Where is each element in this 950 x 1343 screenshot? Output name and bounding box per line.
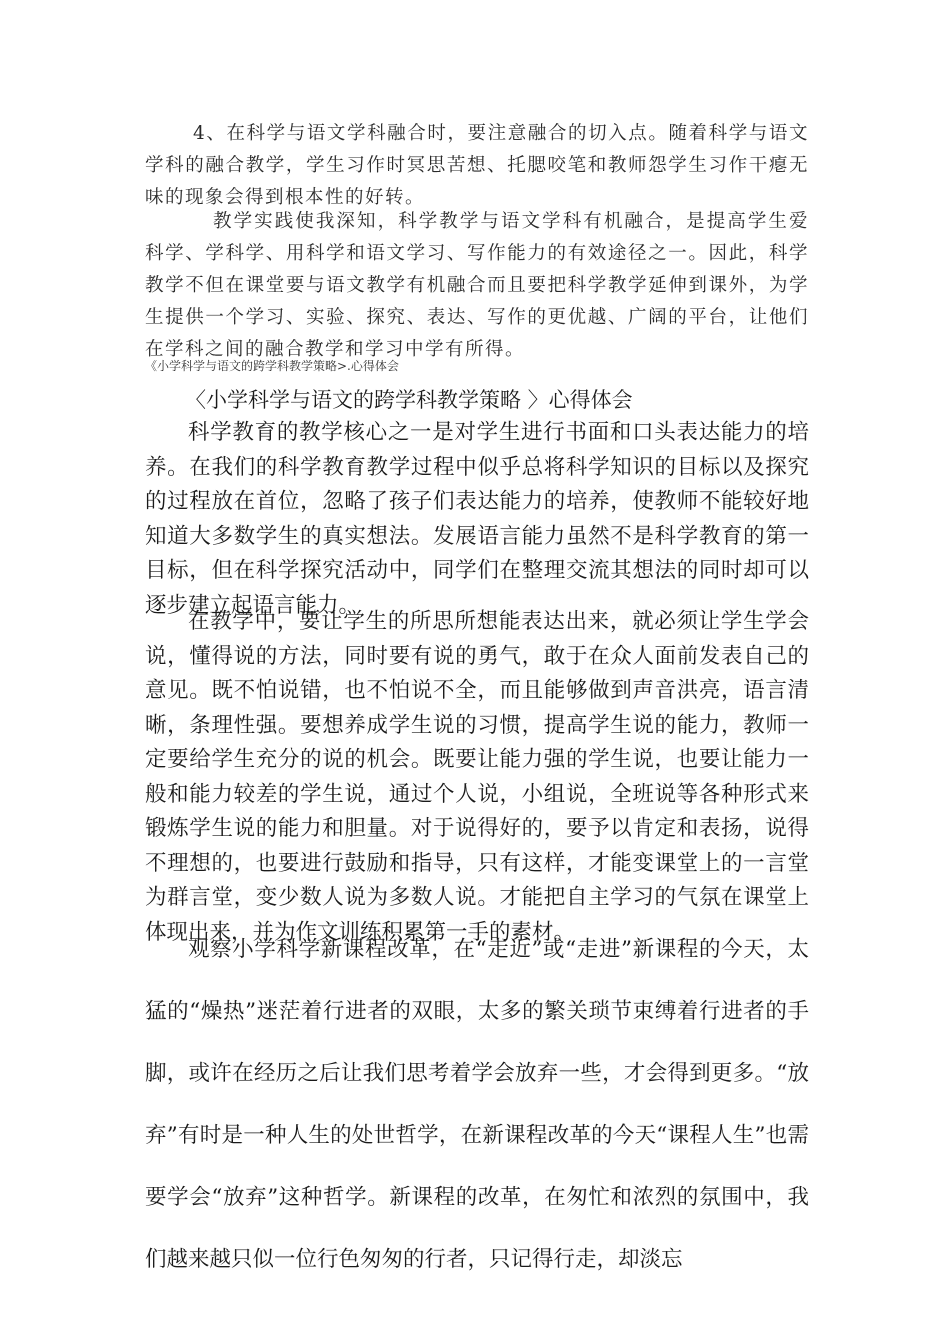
scan-paragraph-1: 4、在科学与语文学科融合时，要注意融合的切入点。随着科学与语文学科的融合教学，学生习作时冥思苦想、托腮咬笔和教师怨学生习作干瘪无味的现象会得到根本性的好转。 xyxy=(145,123,809,208)
article-title: 〈小学科学与语文的跨学科教学策略 〉心得体会 xyxy=(185,388,633,412)
body-paragraph-2: 在教学中，要让学生的所思所想能表达出来，就必须让学生学会说，懂得说的方法，同时要有说的勇气，敢于在众人面前发表自己的意见。既不怕说错，也不怕说不全，而且能够做到声音洪亮，语言清晰，条理性强。要想养成学生说的习惯，提高学生说的能力，教师一定要给学生充分的说的机会。既要让能力强的学生说，也要让能力一般和能力较差的学生说，通过个人说，小组说，全班说等各种形式来锻炼学生说的能力和胆量。对于说得好的，要予以肯定和表扬，说得不理想的，也要进行鼓励和指导，只有这样，才能变课堂上的一言堂为群言堂，变少数人说为多数人说。才能把自主学习的气氛在课堂上体现出来，并为作文训练积累第一手的素材。 xyxy=(145,609,809,945)
body-paragraph-3: 观察小学科学新课程改革，在“走近”或“走进”新课程的今天，太猛的“燥热”迷茫着行进者的双眼，太多的繁关琐节束缚着行进者的手脚，或许在经历之后让我们思考着学会放弃一些，才会得到更多。“放弃”有时是一种人生的处世哲学，在新课程改革的今天“课程人生”也需要学会“放弃”这种哲学。新课程的改革，在匆忙和浓烈的氛围中，我们越来越只似一位行色匆匆的行者，只记得行走，却淡忘 xyxy=(145,937,809,1272)
body-paragraph-1: 科学教育的教学核心之一是对学生进行书面和口头表达能力的培养。在我们的科学教育教学过程中似乎总将科学知识的目标以及探究的过程放在首位，忽略了孩子们表达能力的培养，使教师不能较好地知道大多数学生的真实想法。发展语言能力虽然不是科学教育的第一目标，但在科学探究活动中，同学们在整理交流其想法的同时却可以逐步建立起语言能力。 xyxy=(145,420,809,618)
small-header: 《小学科学与语文的跨学科教学策略>.心得体会 xyxy=(145,359,399,373)
scan-paragraph-2: 教学实践使我深知，科学教学与语文学科有机融合，是提高学生爱科学、学科学、用科学和语文学习、写作能力的有效途径之一。因此，科学教学不但在课堂要与语文教学有机融合而且要把科学教学延伸到课外，为学生提供一个学习、实验、探究、表达、写作的更优越、广阔的平台，让他们在学科之间的融合教学和学习中学有所得。 xyxy=(145,211,809,360)
